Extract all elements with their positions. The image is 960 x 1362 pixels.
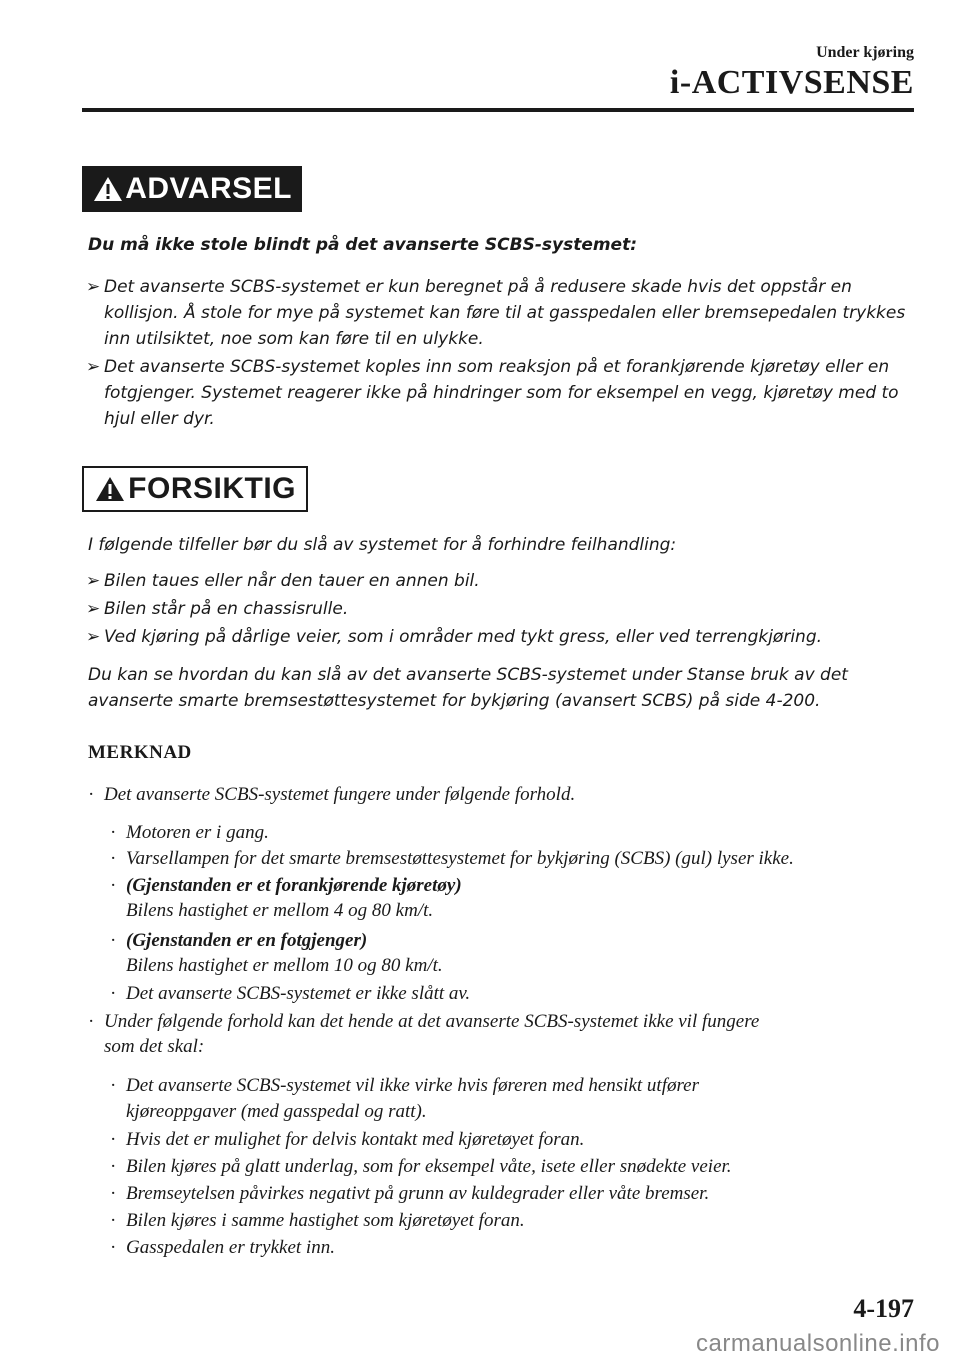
arrow-icon: ➢ xyxy=(86,571,101,591)
arrow-icon: ➢ xyxy=(86,277,101,297)
caution-list xyxy=(86,568,922,652)
note-subitem-text: Bilens hastighet er mellom 4 og 80 km/t. xyxy=(126,900,434,921)
warning-badge-label: ADVARSEL xyxy=(125,172,292,205)
bullet-dot: · xyxy=(88,1011,95,1032)
page-number: 4-197 xyxy=(853,1294,914,1323)
note-subitem: · Bilen kjøres på glatt underlag, som for eksempel våte, isete eller snødekte veier. xyxy=(110,1156,732,1177)
bullet-dot: · xyxy=(110,1210,117,1231)
note-subitem: · Gasspedalen er trykket inn. xyxy=(110,1237,335,1258)
note-subitem: · Det avanserte SCBS-systemet vil ikke virke hvis føreren med hensikt utfører xyxy=(110,1075,699,1096)
bullet-dot: · xyxy=(110,1237,117,1258)
note-subitem: · (Gjenstanden er et forankjørende kjøretøy) xyxy=(110,875,462,896)
list-item: ➢ Bilen står på en chassisrulle. xyxy=(86,596,922,622)
caution-icon xyxy=(92,466,128,512)
arrow-icon: ➢ xyxy=(86,599,101,619)
note-item: · Under følgende forhold kan det hende at det avanserte SCBS-systemet ikke vil fungere xyxy=(88,1011,760,1032)
note-subitem-text: kjøreoppgaver (med gasspedal og ratt). xyxy=(126,1101,427,1122)
watermark: carmanualsonline.info xyxy=(696,1330,940,1357)
note-subitem: · Varsellampen for det smarte bremsestøttesystemet for bykjøring (SCBS) (gul) lyser ikke. xyxy=(110,848,794,869)
note-item-cont: som det skal: xyxy=(104,1036,205,1057)
section-label: Under kjøring xyxy=(816,44,914,61)
warning-icon xyxy=(90,166,125,212)
bullet-dot: · xyxy=(110,848,117,869)
note-subitem: · Bilen kjøres i samme hastighet som kjøretøyet foran. xyxy=(110,1210,525,1231)
header-rule xyxy=(82,108,914,112)
note-subitem: · Bremseytelsen påvirkes negativt på grunn av kuldegrader eller våte bremser. xyxy=(110,1183,710,1204)
list-item: ➢ Bilen taues eller når den tauer en annen bil. xyxy=(86,568,922,594)
bullet-dot: · xyxy=(110,1075,117,1096)
note-item: · Det avanserte SCBS-systemet fungere under følgende forhold. xyxy=(88,784,576,805)
list-item: ➢ Det avanserte SCBS-systemet er kun beregnet på å redusere skade hvis det oppstår en kollisjon. Å stole for mye på systemet kan føre til at gasspedalen eller bremsepedalen trykkes inn utilsiktet, noe som kan føre til en ulykke. xyxy=(86,274,922,352)
bullet-dot: · xyxy=(110,1156,117,1177)
list-item: ➢ Ved kjøring på dårlige veier, som i områder med tykt gress, eller ved terrengkjøring. xyxy=(86,624,922,650)
bullet-dot: · xyxy=(110,1129,117,1150)
caution-badge xyxy=(82,466,308,512)
bullet-dot: · xyxy=(110,822,117,843)
warning-heading: Du må ikke stole blindt på det avanserte SCBS-systemet: xyxy=(88,235,638,255)
bullet-dot: · xyxy=(110,1183,117,1204)
note-subitem-text: Bilens hastighet er mellom 10 og 80 km/t. xyxy=(126,955,443,976)
bullet-dot: · xyxy=(110,875,117,896)
note-subitem: · Hvis det er mulighet for delvis kontakt med kjøretøyet foran. xyxy=(110,1129,585,1150)
caution-heading: I følgende tilfeller bør du slå av systemet for å forhindre feilhandling: xyxy=(88,535,677,555)
note-subitem: · Motoren er i gang. xyxy=(110,822,269,843)
warning-list xyxy=(86,274,922,434)
note-subitem: · (Gjenstanden er en fotgjenger) xyxy=(110,930,368,951)
page-title: i-ACTIVSENSE xyxy=(669,64,914,101)
arrow-icon: ➢ xyxy=(86,627,101,647)
bullet-dot: · xyxy=(110,930,117,951)
note-subitem: · Det avanserte SCBS-systemet er ikke slått av. xyxy=(110,983,471,1004)
arrow-icon: ➢ xyxy=(86,357,101,377)
bullet-dot: · xyxy=(88,784,95,805)
caution-footer: Du kan se hvordan du kan slå av det avanserte SCBS-systemet under Stanse bruk av det avanserte smarte bremsestøttesystemet for bykjøring (avansert SCBS) på side 4-200. xyxy=(88,665,848,711)
note-heading: MERKNAD xyxy=(88,742,192,763)
bullet-dot: · xyxy=(110,983,117,1004)
caution-badge-label: FORSIKTIG xyxy=(128,472,296,505)
list-item: ➢ Det avanserte SCBS-systemet koples inn som reaksjon på et forankjørende kjøretøy eller en fotgjenger. Systemet reagerer ikke på hindringer som for eksempel en vegg, kjøretøy med to hjul eller dyr. xyxy=(86,354,922,432)
warning-badge xyxy=(82,166,302,212)
